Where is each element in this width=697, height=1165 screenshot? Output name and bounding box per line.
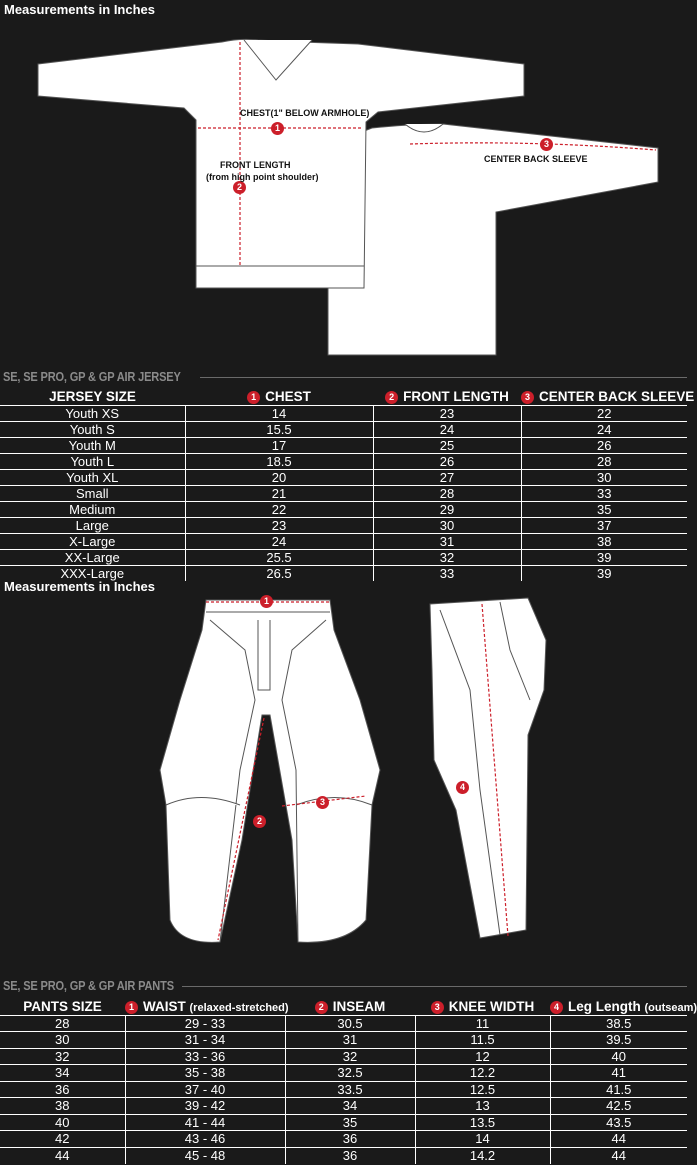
table-cell: 32: [373, 549, 521, 565]
table-cell: 39 - 42: [125, 1098, 285, 1115]
jersey-table-row: [0, 469, 687, 485]
table-cell: 23: [185, 517, 373, 533]
table-cell: 28: [521, 453, 687, 469]
table-cell: 44: [550, 1147, 687, 1164]
front-length-note: (from high point shoulder): [206, 172, 319, 182]
table-cell: Youth M: [0, 437, 185, 453]
pants-section-title: SE, SE PRO, GP & GP AIR PANTS: [3, 978, 174, 993]
table-cell: 18.5: [185, 453, 373, 469]
table-cell: 22: [521, 405, 687, 421]
center-back-sleeve-header: 3 CENTER BACK SLEEVE: [521, 389, 687, 405]
front-length-header: 2 FRONT LENGTH: [373, 389, 521, 405]
table-cell: 12.5: [415, 1081, 550, 1098]
jersey-section-rule: [200, 377, 687, 378]
table-cell: 24: [521, 421, 687, 437]
table-cell: 36: [285, 1131, 415, 1148]
table-cell: 20: [185, 469, 373, 485]
table-cell: 11.5: [415, 1032, 550, 1049]
jersey-table-row: [0, 501, 687, 517]
pants-table-header: [0, 998, 687, 1015]
table-cell: 29: [373, 501, 521, 517]
table-cell: 12.2: [415, 1065, 550, 1082]
table-cell: 38.5: [550, 1015, 687, 1032]
table-cell: 26.5: [185, 565, 373, 581]
table-cell: 43 - 46: [125, 1131, 285, 1148]
table-cell: 26: [373, 453, 521, 469]
table-cell: 28: [373, 485, 521, 501]
table-cell: 24: [185, 533, 373, 549]
table-cell: 38: [0, 1098, 125, 1115]
table-cell: Youth XS: [0, 405, 185, 421]
table-cell: Large: [0, 517, 185, 533]
pants-table-row: [0, 1081, 687, 1098]
table-cell: 35 - 38: [125, 1065, 285, 1082]
table-cell: 31: [285, 1032, 415, 1049]
table-cell: 33.5: [285, 1081, 415, 1098]
table-cell: 36: [285, 1147, 415, 1164]
pants-table-row: [0, 1131, 687, 1148]
pants-diagram: [0, 590, 687, 960]
table-cell: 39: [521, 565, 687, 581]
table-cell: 14.2: [415, 1147, 550, 1164]
table-cell: 12: [415, 1048, 550, 1065]
knee-width-marker: 3: [316, 796, 329, 809]
table-cell: 44: [550, 1131, 687, 1148]
table-cell: 13: [415, 1098, 550, 1115]
chest-marker: 1: [271, 122, 284, 135]
table-cell: 25.5: [185, 549, 373, 565]
table-cell: 30: [0, 1032, 125, 1049]
front-length-label: FRONT LENGTH: [220, 160, 291, 170]
jersey-section-title: SE, SE PRO, GP & GP AIR JERSEY: [3, 369, 181, 384]
table-cell: 28: [0, 1015, 125, 1032]
table-cell: 38: [521, 533, 687, 549]
table-cell: 11: [415, 1015, 550, 1032]
table-cell: 33 - 36: [125, 1048, 285, 1065]
table-cell: 14: [415, 1131, 550, 1148]
table-cell: Youth XL: [0, 469, 185, 485]
pants-size-header: PANTS SIZE: [23, 998, 102, 1014]
leg-length-marker: 4: [456, 781, 469, 794]
pants-size-table: [0, 998, 697, 1164]
center-back-sleeve-marker: 3: [540, 138, 553, 151]
table-cell: 23: [373, 405, 521, 421]
chest-label: CHEST(1" BELOW ARMHOLE): [240, 108, 370, 118]
table-cell: 45 - 48: [125, 1147, 285, 1164]
table-cell: 33: [373, 565, 521, 581]
table-cell: 42.5: [550, 1098, 687, 1115]
pants-table-row: [0, 1098, 687, 1115]
table-cell: 27: [373, 469, 521, 485]
table-cell: 40: [550, 1048, 687, 1065]
table-cell: Small: [0, 485, 185, 501]
table-cell: 25: [373, 437, 521, 453]
table-cell: 41 - 44: [125, 1114, 285, 1131]
table-cell: Medium: [0, 501, 185, 517]
center-back-sleeve-label: CENTER BACK SLEEVE: [484, 154, 588, 164]
table-cell: 31 - 34: [125, 1032, 285, 1049]
jersey-size-header: JERSEY SIZE: [49, 389, 136, 405]
table-cell: 32: [285, 1048, 415, 1065]
table-cell: 32: [0, 1048, 125, 1065]
pants-table-row: [0, 1147, 687, 1164]
table-cell: 30.5: [285, 1015, 415, 1032]
table-cell: X-Large: [0, 533, 185, 549]
jersey-table-row: [0, 437, 687, 453]
pants-heading: Measurements in Inches: [4, 579, 155, 594]
jersey-table-row: [0, 405, 687, 421]
table-cell: 41.5: [550, 1081, 687, 1098]
table-cell: 24: [373, 421, 521, 437]
table-cell: 44: [0, 1147, 125, 1164]
table-cell: 22: [185, 501, 373, 517]
table-cell: 34: [285, 1098, 415, 1115]
chest-header: 1 CHEST: [185, 389, 373, 405]
jersey-table-row: [0, 533, 687, 549]
jersey-size-table: [0, 389, 695, 581]
table-cell: XXX-Large: [0, 565, 185, 581]
table-cell: 37 - 40: [125, 1081, 285, 1098]
pants-front-illustration: [160, 600, 380, 942]
table-cell: 39.5: [550, 1032, 687, 1049]
inseam-header: 2 INSEAM: [285, 998, 415, 1015]
table-cell: 15.5: [185, 421, 373, 437]
table-cell: 34: [0, 1065, 125, 1082]
table-cell: 35: [285, 1114, 415, 1131]
table-cell: 42: [0, 1131, 125, 1148]
table-cell: 29 - 33: [125, 1015, 285, 1032]
table-cell: 33: [521, 485, 687, 501]
jersey-table-row: [0, 453, 687, 469]
table-cell: 30: [373, 517, 521, 533]
pants-table-row: [0, 1048, 687, 1065]
table-cell: 41: [550, 1065, 687, 1082]
table-cell: 31: [373, 533, 521, 549]
inseam-marker: 2: [253, 815, 266, 828]
table-cell: 43.5: [550, 1114, 687, 1131]
pants-table-row: [0, 1065, 687, 1082]
table-cell: 30: [521, 469, 687, 485]
jersey-table-row: [0, 517, 687, 533]
table-cell: XX-Large: [0, 549, 185, 565]
jersey-diagram: [0, 0, 687, 365]
table-cell: 17: [185, 437, 373, 453]
pants-side-illustration: [430, 598, 546, 938]
jersey-table-row: [0, 549, 687, 565]
pants-table-row: [0, 1114, 687, 1131]
pants-table-row: [0, 1032, 687, 1049]
jersey-table-row: [0, 485, 687, 501]
table-cell: Youth S: [0, 421, 185, 437]
waist-header: 1 WAIST (relaxed-stretched): [125, 998, 285, 1015]
jersey-table-row: [0, 421, 687, 437]
table-cell: 40: [0, 1114, 125, 1131]
table-cell: 13.5: [415, 1114, 550, 1131]
waist-marker: 1: [260, 595, 273, 608]
table-cell: 32.5: [285, 1065, 415, 1082]
table-cell: 39: [521, 549, 687, 565]
leg-length-header: 4 Leg Length (outseam): [550, 998, 687, 1015]
table-cell: 37: [521, 517, 687, 533]
table-cell: 21: [185, 485, 373, 501]
jersey-heading: Measurements in Inches: [4, 2, 155, 17]
front-length-marker: 2: [233, 181, 246, 194]
table-cell: 35: [521, 501, 687, 517]
table-cell: 26: [521, 437, 687, 453]
table-cell: Youth L: [0, 453, 185, 469]
table-cell: 14: [185, 405, 373, 421]
table-cell: 36: [0, 1081, 125, 1098]
jersey-table-header: [0, 389, 687, 405]
knee-width-header: 3 KNEE WIDTH: [415, 998, 550, 1015]
pants-table-row: [0, 1015, 687, 1032]
pants-section-rule: [182, 986, 687, 987]
